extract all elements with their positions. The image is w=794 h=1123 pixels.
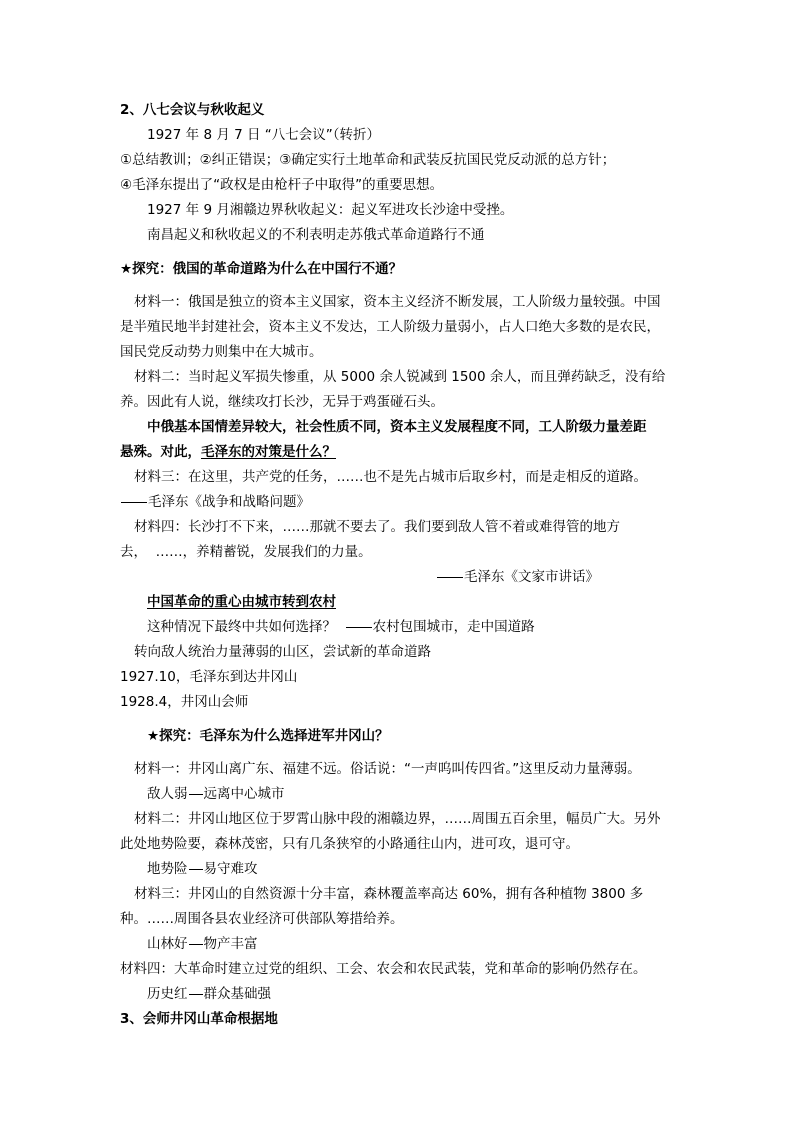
comparison-summary-line-1: 中俄基本国情差异较大，社会性质不同，资本主义发展程度不同，工人阶级力量差距 [147,419,647,435]
material-4-line-2: 去， ……，养精蓄锐，发展我们的力量。 [120,544,372,560]
jgs-material-3-line-1: 材料三：井冈山的自然资源十分丰富，森林覆盖率高达 60%，拥有各种植物 3800 多 [134,886,644,902]
section-3-heading: 3、会师井冈山革命根据地 [120,1011,278,1027]
conclusion-1-value: 远离中心城市 [203,786,285,802]
conclusion-2-key: 地势险 [147,861,188,877]
comparison-summary-line-2 [120,442,336,462]
material-2-line-1: 材料二：当时起义军损失惨重，从 5000 余人锐减到 1500 余人，而且弹药缺乏，没有给 [134,369,666,385]
jgs-material-2-line-1: 材料二：井冈山地区位于罗霄山脉中段的湘赣边界，……周围五百余里，幅员广大。另外 [134,811,661,827]
conclusion-3-key: 山林好 [147,936,188,952]
strategy-question: 毛泽东的对策是什么？ [201,444,336,460]
jgs-material-2-line-2: 此处地势险要，森林茂密，只有几条狭窄的小路通往山内，进可攻，退可守。 [120,836,579,852]
material-1-line-1: 材料一：俄国是独立的资本主义国家，资本主义经济不断发展，工人阶级力量较强。中国 [134,294,661,310]
summary-lead: 悬殊。对此， [120,444,201,460]
dash-icon [189,994,203,995]
mountain-turn-line: 转向敌人统治力量薄弱的山区，尝试新的革命道路 [134,644,431,660]
choice-question: 这种情况下最终中共如何选择？ [147,619,336,635]
material-3-source [120,492,310,512]
date-line-1928: 1928.4，井冈山会师 [120,694,249,710]
autumn-uprising-line: 1927 年 9 月湘赣边界秋收起义：起义军进攻长沙途中受挫。 [147,202,514,218]
dash-icon [189,869,203,870]
jgs-material-4-line: 材料四：大革命时建立过党的组织、工会、农会和农民武装，党和革命的影响仍然存在。 [120,961,647,977]
dash-icon [437,577,463,578]
conclusion-2 [147,859,258,879]
material-4-source-text: 毛泽东《文家市讲话》 [464,569,599,585]
choice-line [147,617,535,637]
section-2-heading: 2、八七会议与秋收起义 [120,102,265,118]
material-3-line: 材料三：在这里，共产党的任务，……也不是先占城市后取乡村，而是走相反的道路。 [134,469,647,485]
material-1-line-2: 是半殖民地半封建社会，资本主义不发达，工人阶级力量弱小，占人口绝大多数的是农民， [120,319,660,335]
explore-1-heading: ★探究：俄国的革命道路为什么在中国行不通？ [120,261,403,277]
meeting-date-line: 1927 年 8 月 7 日 “八七会议”（转折） [147,127,381,143]
material-4-source [436,567,599,587]
dash-icon [346,627,372,628]
date-line-1927: 1927.10，毛泽东到达井冈山 [120,669,298,685]
material-3-source-text: 毛泽东《战争和战略问题》 [148,494,310,510]
meeting-points-line-2: ④毛泽东提出了“政权是由枪杆子中取得”的重要思想。 [120,177,444,193]
jgs-material-1-line: 材料一：井冈山离广东、福建不远。俗话说：“一声呜叫传四省。”这里反动力量薄弱。 [134,761,641,777]
material-4-line-1: 材料四：长沙打不下来，……那就不要去了。我们要到敌人管不着或难得管的地方 [134,519,620,535]
conclusion-3 [147,934,258,954]
dash-icon [189,944,203,945]
explore-2-heading: ★探究：毛泽东为什么选择进军井冈山？ [147,728,389,744]
dash-icon [189,794,203,795]
meeting-points-line-1: ①总结教训；②纠正错误；③确定实行土地革命和武装反抗国民党反动派的总方针； [120,152,616,168]
conclusion-4-key: 历史红 [147,986,188,1002]
conclusion-4 [147,984,271,1004]
jgs-material-3-line-2: 种。……周围各县农业经济可供部队筹措给养。 [120,911,404,927]
choice-answer: 农村包围城市，走中国道路 [372,619,535,635]
revolution-shift-heading: 中国革命的重心由城市转到农村 [147,594,336,610]
conclusion-1-key: 敌人弱 [147,786,188,802]
conclusion-4-value: 群众基础强 [203,986,271,1002]
conclusion-1 [147,784,285,804]
material-2-line-2: 养。因此有人说，继续攻打长沙，无异于鸡蛋碰石头。 [120,394,444,410]
conclusion-2-value: 易守难攻 [203,861,258,877]
material-1-line-3: 国民党反动势力则集中在大城市。 [120,344,323,360]
dash-icon [121,502,147,503]
soviet-road-failure-line: 南昌起义和秋收起义的不利表明走苏俄式革命道路行不通 [147,227,485,243]
conclusion-3-value: 物产丰富 [203,936,258,952]
